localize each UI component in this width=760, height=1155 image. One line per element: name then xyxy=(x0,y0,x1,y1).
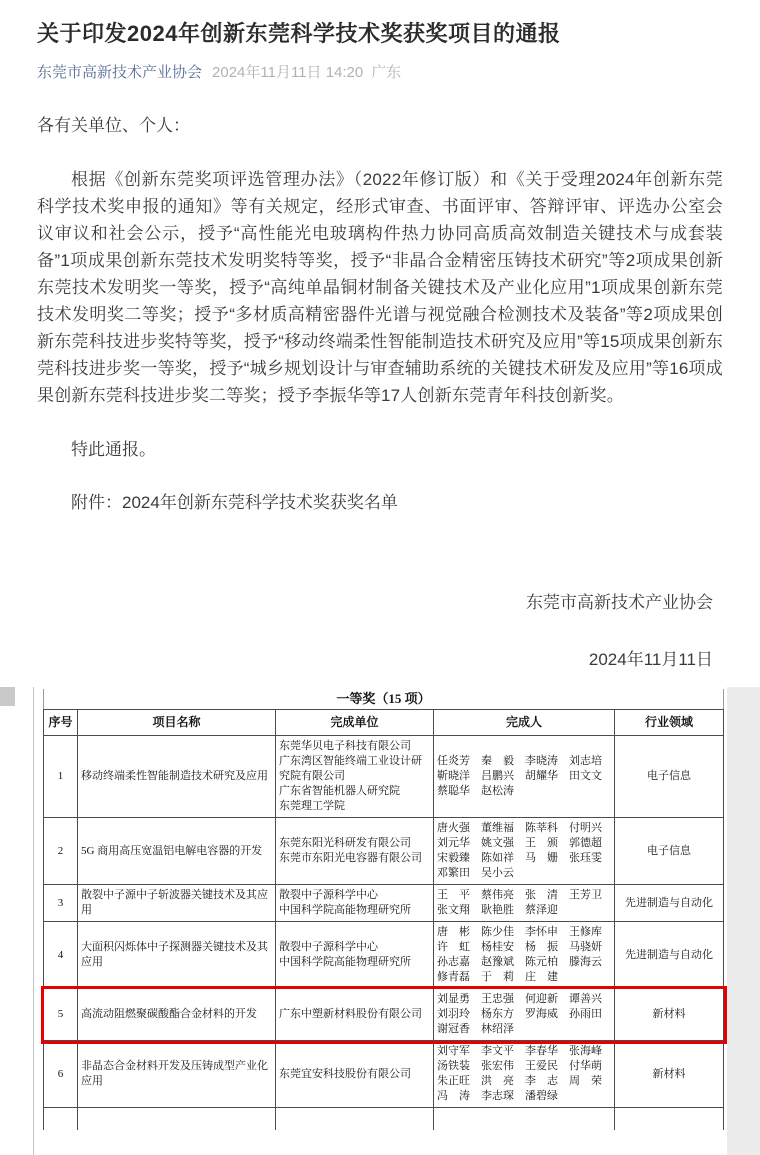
signature-org: 东莞市高新技术产业协会 xyxy=(526,593,713,612)
table-header-row xyxy=(44,710,724,736)
image-page-edge xyxy=(33,687,34,1155)
unit-line: 散裂中子源科学中心 xyxy=(279,941,378,953)
empty-cell xyxy=(434,1108,615,1130)
cell-field: 先进制造与自动化 xyxy=(615,922,724,989)
empty-cell xyxy=(276,1108,434,1130)
cell-field: 电子信息 xyxy=(615,818,724,885)
cell-people xyxy=(434,885,615,922)
cell-units xyxy=(276,885,434,922)
column-header: 项目名称 xyxy=(78,710,276,736)
cell-people xyxy=(434,818,615,885)
cell-field: 新材料 xyxy=(615,1041,724,1108)
cell-index: 5 xyxy=(44,989,78,1041)
empty-cell xyxy=(615,1108,724,1130)
unit-line: 散裂中子源科学中心 xyxy=(279,889,378,901)
table-title-row xyxy=(44,689,724,710)
cell-people xyxy=(434,989,615,1041)
publish-datetime: 2024年11月11日 14:20 xyxy=(212,64,364,81)
cell-field: 新材料 xyxy=(615,989,724,1041)
table-row xyxy=(44,736,724,818)
table-row-cutoff xyxy=(44,1108,724,1130)
people-line: 谢冠香 林绍泽 xyxy=(437,1023,514,1035)
signature-date: 2024年11月11日 xyxy=(588,650,713,669)
unit-line: 东莞东阳光科研发有限公司 xyxy=(279,837,411,849)
column-header: 行业领域 xyxy=(615,710,724,736)
people-line: 任炎芳 秦 毅 李晓涛 刘志培 xyxy=(437,755,602,767)
cell-project: 散裂中子源中子斩波器关键技术及其应用 xyxy=(78,885,276,922)
cell-field: 先进制造与自动化 xyxy=(615,885,724,922)
cell-index: 4 xyxy=(44,922,78,989)
cell-field: 电子信息 xyxy=(615,736,724,818)
unit-line: 东莞华贝电子科技有限公司 xyxy=(279,740,411,752)
empty-cell xyxy=(44,1108,78,1130)
cell-units xyxy=(276,818,434,885)
people-line: 冯 涛 李志琛 潘碧绿 xyxy=(437,1090,558,1102)
article-meta xyxy=(37,62,723,83)
empty-cell xyxy=(78,1108,276,1130)
unit-line: 广东湾区智能终端工业设计研究院有限公司 xyxy=(279,755,422,782)
award-table-image xyxy=(0,687,760,1155)
cell-project: 高流动阻燃聚碳酸酯合金材料的开发 xyxy=(78,989,276,1041)
table-row xyxy=(44,922,724,989)
people-line: 唐火强 董维福 陈莘科 付明兴 xyxy=(437,822,602,834)
account-name-link[interactable]: 东莞市高新技术产业协会 xyxy=(37,64,203,81)
cell-people xyxy=(434,736,615,818)
people-line: 唐 彬 陈少佳 李怀申 王修库 xyxy=(437,926,602,938)
cell-people xyxy=(434,922,615,989)
people-line: 宋毅臻 陈如祥 马 姗 张珏雯 xyxy=(437,852,602,864)
cell-project: 5G 商用高压宽温铝电解电容器的开发 xyxy=(78,818,276,885)
people-line: 王 平 蔡伟亮 张 清 王芳卫 xyxy=(437,889,602,901)
unit-line: 中国科学院高能物理研究所 xyxy=(279,956,411,968)
column-header: 完成单位 xyxy=(276,710,434,736)
unit-line: 广东省智能机器人研究院 xyxy=(279,785,400,797)
people-line: 蔡聪华 赵松涛 xyxy=(437,785,514,797)
cell-people xyxy=(434,1041,615,1108)
people-line: 刘守军 李文平 李春华 张海峰 xyxy=(437,1045,602,1057)
people-line: 修青磊 于 莉 庄 建 xyxy=(437,971,558,983)
unit-line: 中国科学院高能物理研究所 xyxy=(279,904,411,916)
page-title: 关于印发2024年创新东莞科学技术奖获奖项目的通报 xyxy=(37,21,561,46)
cell-units xyxy=(276,922,434,989)
column-header: 完成人 xyxy=(434,710,615,736)
table-row xyxy=(44,1041,724,1108)
cell-project: 非晶态合金材料开发及压铸成型产业化应用 xyxy=(78,1041,276,1108)
publish-location: 广东 xyxy=(371,64,402,81)
image-gray-corner xyxy=(0,687,15,706)
cell-index: 3 xyxy=(44,885,78,922)
notice-body-paragraph: 根据《创新东莞奖项评选管理办法》（2022年修订版）和《关于受理2024年创新东莞科学技术奖申报的通知》等有关规定，经形式审查、书面评审、答辩评审、评选办公室会议审议和社会公示，授予“高性能光电玻璃构件热力协同高质高效制造关键技术与成套装备”1项成果创新东莞技术发明奖特等奖，授予“非晶合金精密压铸技术研究”等2项成果创新东莞技术发明奖一等奖，授予“高纯单晶铜材制备关键技术及产业化应用”1项成果创新东莞技术发明奖二等奖；授予“多材质高精密器件光谱与视觉融合检测技术及装备”等2项成果创新东莞科技进步奖特等奖，授予“移动终端柔性智能制造技术研究及应用”等15项成果创新东莞科技进步奖一等奖，授予“城乡规划设计与审查辅助系统的关键技术研发及应用”等16项成果创新东莞科技进步奖二等奖；授予李振华等17人创新东莞青年科技创新奖。 xyxy=(37,170,723,405)
cell-index: 1 xyxy=(44,736,78,818)
people-line: 张文翔 耿艳胜 蔡泽迎 xyxy=(437,904,558,916)
cell-index: 2 xyxy=(44,818,78,885)
people-line: 刘元华 姚文强 王 颁 郭德超 xyxy=(437,837,602,849)
table-row-highlighted xyxy=(44,989,724,1041)
table-row xyxy=(44,818,724,885)
people-line: 孙志嘉 赵豫斌 陈元柏 滕海云 xyxy=(437,956,602,968)
cell-units xyxy=(276,989,434,1041)
closing-line: 特此通报。 xyxy=(71,440,156,459)
people-line: 刘羽玲 杨东方 罗海威 孙雨田 xyxy=(437,1008,602,1020)
people-line: 刘显勇 王忠强 何迎新 谭善兴 xyxy=(437,993,602,1005)
unit-line: 东莞理工学院 xyxy=(279,800,345,812)
people-line: 邓繁田 吴小云 xyxy=(437,867,514,879)
cell-project: 移动终端柔性智能制造技术研究及应用 xyxy=(78,736,276,818)
unit-line: 广东中塑新材料股份有限公司 xyxy=(279,1008,422,1020)
unit-line: 东莞市东阳光电容器有限公司 xyxy=(279,852,422,864)
attachment-line: 附件：2024年创新东莞科学技术奖获奖名单 xyxy=(71,493,398,512)
people-line: 许 虹 杨桂安 杨 振 马骁妍 xyxy=(437,941,602,953)
first-prize-table xyxy=(43,689,724,1130)
column-header: 序号 xyxy=(44,710,78,736)
cell-units xyxy=(276,1041,434,1108)
table-title: 一等奖（15 项） xyxy=(44,689,724,710)
salutation-text: 各有关单位、个人： xyxy=(37,116,190,135)
people-line: 朱正旺 洪 亮 李 志 周 荣 xyxy=(437,1075,602,1087)
table-row xyxy=(44,885,724,922)
cell-units xyxy=(276,736,434,818)
cell-project: 大面积闪烁体中子探测器关键技术及其应用 xyxy=(78,922,276,989)
unit-line: 东莞宜安科技股份有限公司 xyxy=(279,1067,411,1080)
people-line: 靳晓洋 吕鹏兴 胡耀华 田文文 xyxy=(437,770,602,782)
cell-index: 6 xyxy=(44,1041,78,1108)
image-gray-margin-right xyxy=(727,687,760,1155)
people-line: 汤铁装 张宏伟 王爱民 付华萌 xyxy=(437,1060,602,1072)
